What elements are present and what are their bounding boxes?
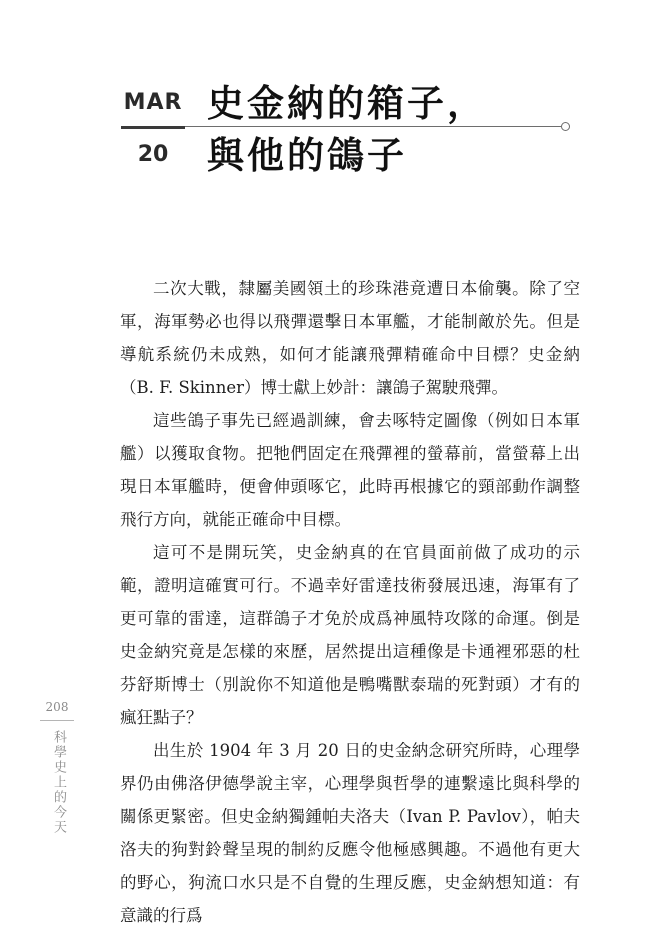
date-divider	[121, 126, 185, 129]
running-book-title: 科學史上的今天	[51, 730, 66, 835]
chapter-title-line-2: 與他的鴿子	[207, 134, 407, 177]
chapter-title-line-1: 史金納的箱子，	[207, 82, 487, 125]
title-rule	[185, 126, 561, 127]
side-rule	[40, 720, 74, 721]
rule-end-circle-icon	[561, 122, 570, 131]
paragraph: 出生於 1904 年 3 月 20 日的史金納念研究所時，心理學界仍由佛洛伊德學說主宰，心理學與哲學的連繫遠比與科學的關係更緊密。但史金納獨鍾帕夫洛夫（Ivan P. Pavlov），帕夫洛夫的狗對鈴聲呈現的制約反應令他極感興趣。不過他有更大的野心，狗流口水只是不自覺的生理反應，史金納想知道：有意識的行爲	[120, 741, 580, 925]
paragraph: 二次大戰，隸屬美國領土的珍珠港竟遭日本偷襲。除了空軍，海軍勢必也得以飛彈還擊日本軍艦，才能制敵於先。但是導航系統仍未成熟，如何才能讓飛彈精確命中目標？史金納（B. F. Skinner）博士獻上妙計：讓鴿子駕駛飛彈。	[120, 279, 580, 397]
page-number: 208	[45, 700, 69, 714]
paragraph: 這可不是開玩笑，史金納真的在官員面前做了成功的示範，證明這確實可行。不過幸好雷達技術發展迅速，海軍有了更可靠的雷達，這群鴿子才免於成爲神風特攻隊的命運。倒是史金納究竟是怎樣的來歷，居然提出這種像是卡通裡邪惡的杜芬舒斯博士（別說你不知道他是鴨嘴獸泰瑞的死對頭）才有的瘋狂點子？	[120, 543, 580, 727]
date-month: MAR	[123, 90, 183, 115]
body-text	[120, 272, 580, 932]
paragraph: 這些鴿子事先已經過訓練，會去啄特定圖像（例如日本軍艦）以獲取食物。把牠們固定在飛彈裡的螢幕前，當螢幕上出現日本軍艦時，便會伸頭啄它，此時再根據它的頸部動作調整飛行方向，就能正確命中目標。	[120, 411, 580, 529]
date-day: 20	[137, 142, 169, 167]
